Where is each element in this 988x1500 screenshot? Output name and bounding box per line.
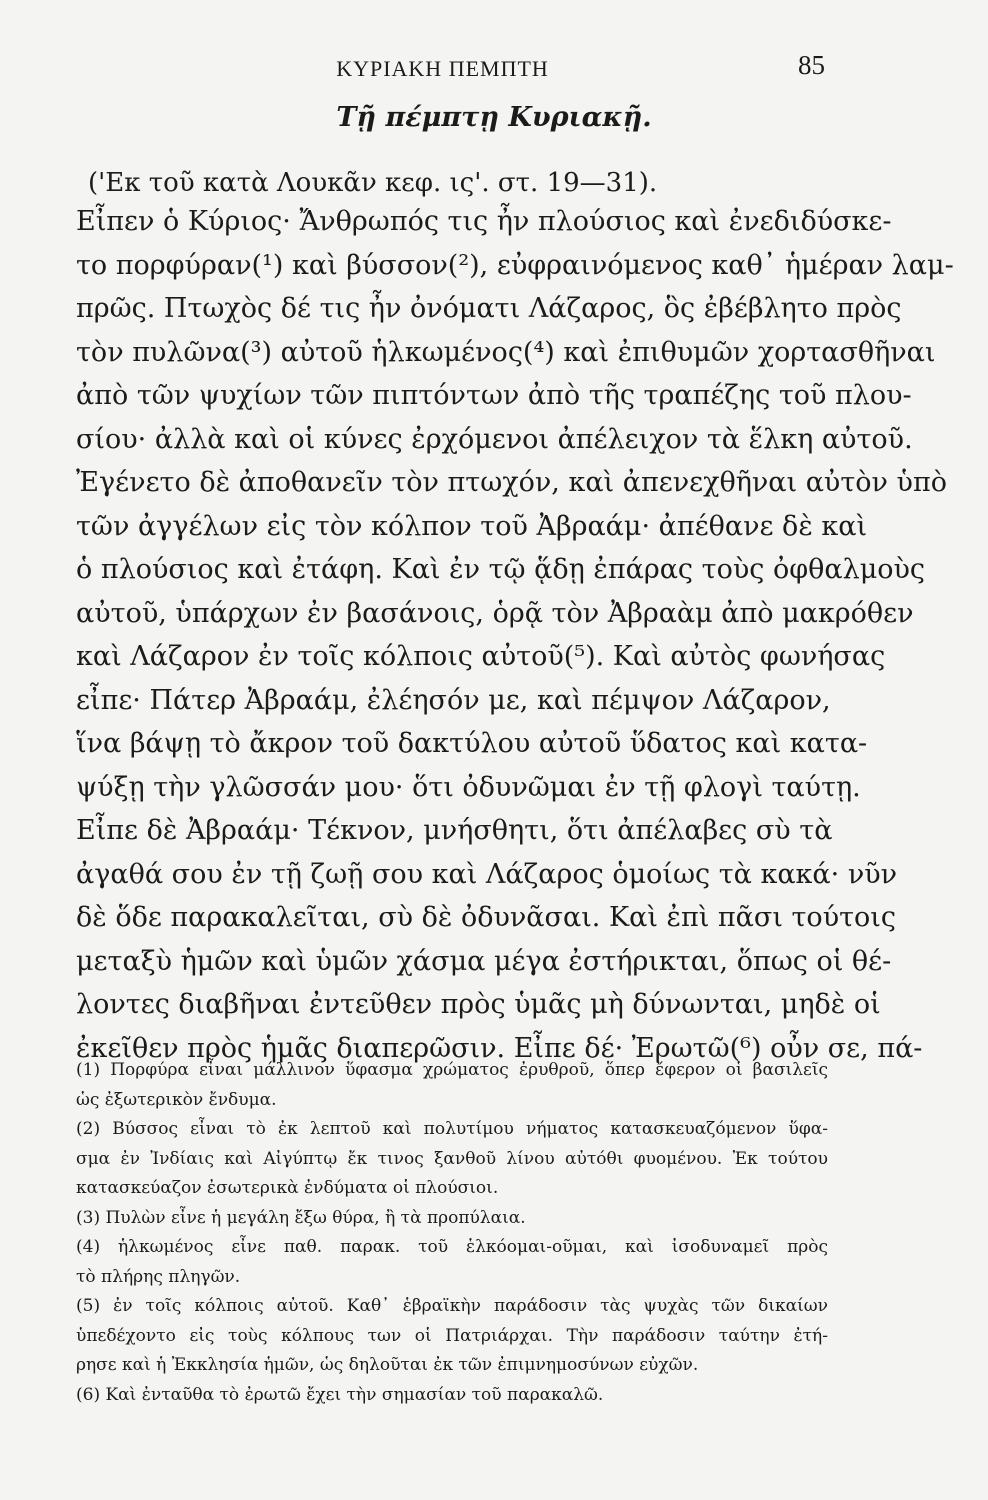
text-line: πρῶς. Πτωχὸς δέ τις ἦν ὀνόματι Λάζαρος, ὃς ἐβέβλητο πρὸς xyxy=(76,293,902,324)
footnote-line: ρησε καὶ ἡ Ἐκκλησία ἡμῶν, ὡς δηλοῦται ἐκ τῶν ἐπιμνημοσύνων εὐχῶν. xyxy=(76,1355,699,1375)
text-line: καὶ Λάζαρον ἐν τοῖς κόλποις αὐτοῦ(⁵). Καὶ αὐτὸς φωνήσας xyxy=(76,641,886,672)
page-number: 85 xyxy=(798,50,825,80)
running-title: ΚΥΡΙΑΚΗ ΠΕΜΠΤΗ xyxy=(336,56,549,81)
footnote-line: (3) Πυλὼν εἶνε ἡ μεγάλη ἔξω θύρα, ἢ τὰ προπύλαια. xyxy=(76,1207,526,1228)
text-line: το πορφύραν(¹) καὶ βύσσον(²), εὐφραινόμενος καθ᾽ ἡμέραν λαμ- xyxy=(76,249,954,281)
footnote-line: (6) Καὶ ἐνταῦθα τὸ ἐρωτῶ ἔχει τὴν σημασίαν τοῦ παρακαλῶ. xyxy=(76,1384,604,1405)
footnote-line: (1) Πορφύρα εἶναι μάλλινον ὕφασμα χρώματος ἐρυθροῦ, ὅπερ ἔφερον οἱ βασιλεῖς xyxy=(76,1060,828,1080)
text-line: εἶπε· Πάτερ Ἀβραάμ, ἐλέησόν με, καὶ πέμψον Λάζαρον, xyxy=(76,684,831,716)
footnote-line: ὡς ἐξωτερικὸν ἔνδυμα. xyxy=(76,1089,277,1110)
text-line: ἵνα βάψῃ τὸ ἄκρον τοῦ δακτύλου αὐτοῦ ὕδατος καὶ κατα- xyxy=(76,728,868,759)
footnotes xyxy=(76,1056,828,1410)
text-line: ψύξῃ τὴν γλῶσσάν μου· ὅτι ὀδυνῶμαι ἐν τῇ φλογὶ ταύτῃ. xyxy=(76,771,861,803)
footnote-line: (2) Βύσσος εἶναι τὸ ἐκ λεπτοῦ καὶ πολυτίμου νήματος κατασκευαζόμενον ὕφα- xyxy=(76,1119,828,1139)
text-line: Εἶπε δὲ Ἀβραάμ· Τέκνον, μνήσθητι, ὅτι ἀπέλαβες σὺ τὰ xyxy=(76,815,833,846)
footnote-line: τὸ πλήρης πληγῶν. xyxy=(76,1266,241,1287)
text-line: ἐκεῖθεν πρὸς ἡμᾶς διαπερῶσιν. Εἶπε δέ· Ἐρωτῶ(⁶) οὖν σε, πά- xyxy=(76,1032,923,1064)
running-head xyxy=(60,48,825,88)
text-line: δὲ ὅδε παρακαλεῖται, σὺ δὲ ὀδυνᾶσαι. Καὶ ἐπὶ πᾶσι τούτοις xyxy=(76,902,897,933)
footnote-line: (5) ἐν τοῖς κόλποις αὐτοῦ. Καθ᾽ ἑβραϊκὴν παράδοσιν τὰς ψυχὰς τῶν δικαίων xyxy=(76,1296,828,1316)
text-line: ὁ πλούσιος καὶ ἐτάφη. Καὶ ἐν τῷ ᾅδῃ ἐπάρας τοὺς ὀφθαλμοὺς xyxy=(76,554,926,585)
footnote-line: (4) ἡλκωμένος εἶνε παθ. παρακ. τοῦ ἑλκόομαι-οῦμαι, καὶ ἰσοδυναμεῖ πρὸς xyxy=(76,1237,828,1257)
text-line: μεταξὺ ἡμῶν καὶ ὑμῶν χάσμα μέγα ἐστήρικται, ὅπως οἱ θέ- xyxy=(76,945,892,977)
text-line: ἀγαθά σου ἐν τῇ ζωῇ σου καὶ Λάζαρος ὁμοίως τὰ κακά· νῦν xyxy=(76,858,898,890)
text-line: αὐτοῦ, ὑπάρχων ἐν βασάνοις, ὁρᾷ τὸν Ἀβραὰμ ἀπὸ μακρόθεν xyxy=(76,597,914,629)
footnote-line: ὑπεδέχοντο εἰς τοὺς κόλπους των οἱ Πατριάρχαι. Τὴν παράδοσιν ταύτην ἐτή- xyxy=(76,1325,828,1346)
text-line: Ἐγένετο δὲ ἀποθανεῖν τὸν πτωχόν, καὶ ἀπενεχθῆναι αὐτὸν ὑπὸ xyxy=(76,467,947,498)
footnote-line: σμα ἐν Ἰνδίαις καὶ Αἰγύπτῳ ἔκ τινος ξανθοῦ λίνου αὐτόθι φυομένου. Ἐκ τούτου xyxy=(76,1148,828,1169)
section-title: Τῇ πέμπτῃ Κυριακῇ. xyxy=(336,102,652,133)
text-line: τῶν ἀγγέλων εἰς τὸν κόλπον τοῦ Ἀβραάμ· ἀπέθανε δὲ καὶ xyxy=(76,510,868,542)
scripture-reference: ('Εκ τοῦ κατὰ Λουκᾶν κεφ. ις'. στ. 19—31). xyxy=(88,168,658,198)
text-line: Εἶπεν ὁ Κύριος· Ἄνθρωπός τις ἦν πλούσιος καὶ ἐνεδιδύσκε- xyxy=(76,206,892,237)
footnote-line: κατασκεύαζον ἐσωτερικὰ ἐνδύματα οἱ πλούσιοι. xyxy=(76,1178,499,1198)
text-line: λοντες διαβῆναι ἐντεῦθεν πρὸς ὑμᾶς μὴ δύνωνται, μηδὲ οἱ xyxy=(76,989,881,1020)
text-line: τὸν πυλῶνα(³) αὐτοῦ ἡλκωμένος(⁴) καὶ ἐπιθυμῶν χορτασθῆναι xyxy=(76,336,936,368)
text-line: σίου· ἀλλὰ καὶ οἱ κύνες ἐρχόμενοι ἀπέλειχον τὰ ἕλκη αὐτοῦ. xyxy=(76,423,913,455)
text-line: ἀπὸ τῶν ψυχίων τῶν πιπτόντων ἀπὸ τῆς τραπέζης τοῦ πλου- xyxy=(76,380,912,411)
